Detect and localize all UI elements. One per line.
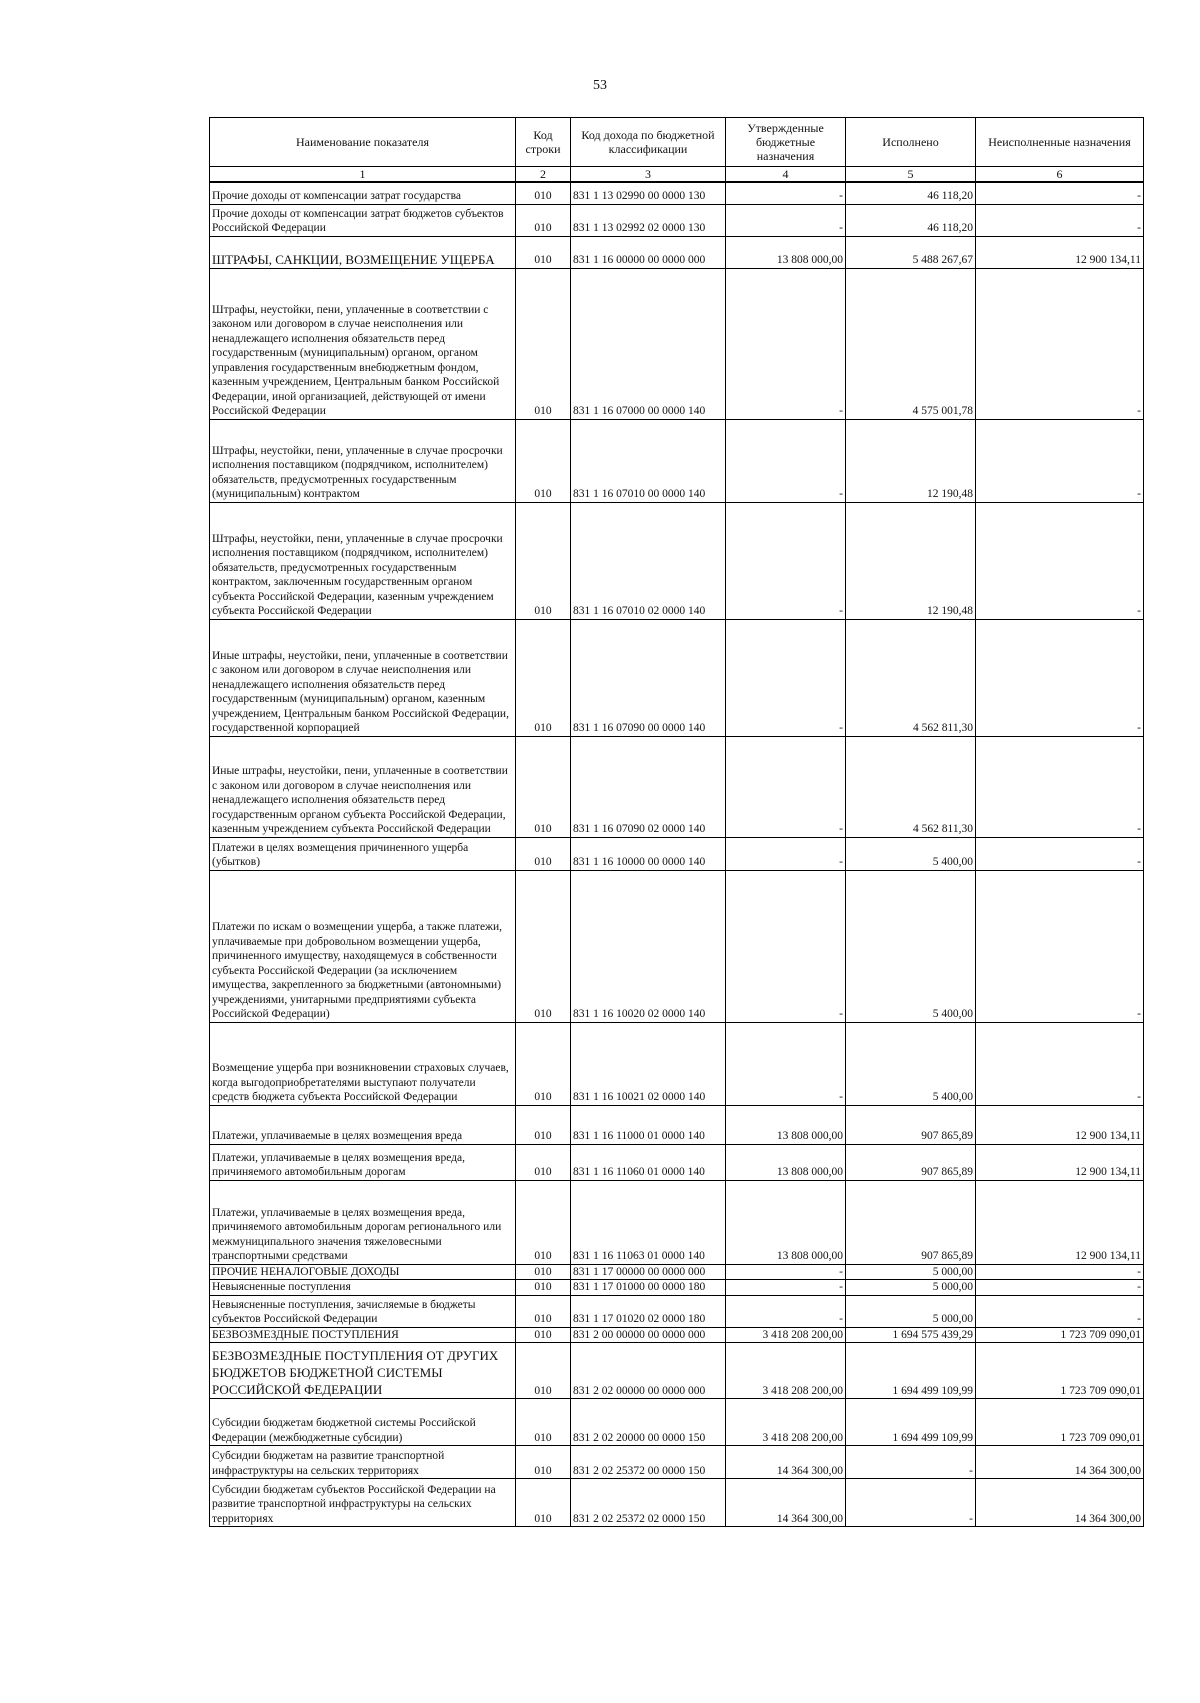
row-line-code: 010 — [516, 1105, 571, 1144]
table-row — [210, 182, 1144, 204]
row-approved: - — [726, 1295, 846, 1327]
row-kbk: 831 1 17 00000 00 0000 000 — [571, 1264, 726, 1280]
row-unexecuted: - — [976, 419, 1144, 502]
row-approved: 3 418 208 200,00 — [726, 1343, 846, 1399]
row-unexecuted: 12 900 134,11 — [976, 236, 1144, 268]
row-kbk: 831 1 16 07010 02 0000 140 — [571, 502, 726, 619]
row-name: БЕЗВОЗМЕЗДНЫЕ ПОСТУПЛЕНИЯ ОТ ДРУГИХ БЮДЖЕТОВ БЮДЖЕТНОЙ СИСТЕМЫ РОССИЙСКОЙ ФЕДЕРАЦИИ — [210, 1343, 516, 1399]
column-number: 6 — [976, 167, 1144, 183]
table-row — [210, 236, 1144, 268]
row-approved: 14 364 300,00 — [726, 1479, 846, 1527]
row-line-code: 010 — [516, 1446, 571, 1479]
row-line-code: 010 — [516, 268, 571, 419]
row-name: Платежи в целях возмещения причиненного ущерба (убытков) — [210, 837, 516, 870]
row-executed: 4 575 001,78 — [846, 268, 976, 419]
table-row — [210, 736, 1144, 837]
row-line-code: 010 — [516, 1479, 571, 1527]
header-row — [210, 118, 1144, 167]
row-line-code: 010 — [516, 502, 571, 619]
table-row — [210, 870, 1144, 1022]
row-executed: 5 000,00 — [846, 1295, 976, 1327]
row-kbk: 831 2 00 00000 00 0000 000 — [571, 1327, 726, 1343]
row-approved: - — [726, 182, 846, 204]
row-unexecuted: - — [976, 1264, 1144, 1280]
table-row — [210, 619, 1144, 736]
row-name: Субсидии бюджетам субъектов Российской Федерации на развитие транспортной инфраструктуры на сельских территориях — [210, 1479, 516, 1527]
row-name: ШТРАФЫ, САНКЦИИ, ВОЗМЕЩЕНИЕ УЩЕРБА — [210, 236, 516, 268]
table-row — [210, 502, 1144, 619]
header-approved: Утвержденные бюджетные назначения — [726, 118, 846, 167]
row-kbk: 831 1 16 07090 00 0000 140 — [571, 619, 726, 736]
row-executed: - — [846, 1479, 976, 1527]
row-executed: 5 400,00 — [846, 870, 976, 1022]
row-unexecuted: 14 364 300,00 — [976, 1446, 1144, 1479]
row-executed: 1 694 575 439,29 — [846, 1327, 976, 1343]
table-row — [210, 1295, 1144, 1327]
table-row — [210, 1399, 1144, 1446]
row-unexecuted: 14 364 300,00 — [976, 1479, 1144, 1527]
row-name: Прочие доходы от компенсации затрат бюджетов субъектов Российской Федерации — [210, 204, 516, 236]
row-executed: 907 865,89 — [846, 1180, 976, 1264]
row-executed: 5 000,00 — [846, 1280, 976, 1296]
row-line-code: 010 — [516, 619, 571, 736]
column-number: 5 — [846, 167, 976, 183]
row-unexecuted: - — [976, 1022, 1144, 1105]
row-line-code: 010 — [516, 1022, 571, 1105]
row-line-code: 010 — [516, 1343, 571, 1399]
header-name: Наименование показателя — [210, 118, 516, 167]
row-unexecuted: - — [976, 502, 1144, 619]
header-kbk: Код дохода по бюджетной классификации — [571, 118, 726, 167]
row-approved: - — [726, 870, 846, 1022]
row-kbk: 831 1 17 01000 00 0000 180 — [571, 1280, 726, 1296]
row-name: Платежи, уплачиваемые в целях возмещения вреда — [210, 1105, 516, 1144]
row-line-code: 010 — [516, 837, 571, 870]
row-name: БЕЗВОЗМЕЗДНЫЕ ПОСТУПЛЕНИЯ — [210, 1327, 516, 1343]
header-unexecuted: Неисполненные назначения — [976, 118, 1144, 167]
row-kbk: 831 1 13 02992 02 0000 130 — [571, 204, 726, 236]
row-kbk: 831 1 16 10021 02 0000 140 — [571, 1022, 726, 1105]
row-kbk: 831 1 16 07090 02 0000 140 — [571, 736, 726, 837]
row-line-code: 010 — [516, 1264, 571, 1280]
row-line-code: 010 — [516, 1180, 571, 1264]
table-row — [210, 1022, 1144, 1105]
column-number-row — [210, 167, 1144, 183]
row-executed: 12 190,48 — [846, 502, 976, 619]
row-approved: - — [726, 837, 846, 870]
row-approved: 13 808 000,00 — [726, 236, 846, 268]
row-unexecuted: - — [976, 837, 1144, 870]
row-name: Иные штрафы, неустойки, пени, уплаченные в соответствии с законом или договором в случае неисполнения или ненадлежащего исполнения обязательств перед государственным органом субъекта Российской Федерации, казенным учреждением субъекта Российской Федерации — [210, 736, 516, 837]
row-executed: 46 118,20 — [846, 204, 976, 236]
row-approved: 14 364 300,00 — [726, 1446, 846, 1479]
row-name: Иные штрафы, неустойки, пени, уплаченные в соответствии с законом или договором в случае неисполнения или ненадлежащего исполнения обязательств перед государственным (муниципальным) органом, казенным учреждением, Центральным банком Российской Федерации, государственной корпорацией — [210, 619, 516, 736]
table-row — [210, 1446, 1144, 1479]
row-kbk: 831 1 17 01020 02 0000 180 — [571, 1295, 726, 1327]
row-kbk: 831 2 02 25372 00 0000 150 — [571, 1446, 726, 1479]
row-unexecuted: - — [976, 870, 1144, 1022]
row-approved: 13 808 000,00 — [726, 1105, 846, 1144]
table-row — [210, 1144, 1144, 1180]
row-unexecuted: - — [976, 736, 1144, 837]
row-kbk: 831 1 16 07000 00 0000 140 — [571, 268, 726, 419]
row-line-code: 010 — [516, 1295, 571, 1327]
row-approved: - — [726, 736, 846, 837]
row-name: Платежи по искам о возмещении ущерба, а также платежи, уплачиваемые при добровольном возмещении ущерба, причиненного имуществу, находящемуся в собственности субъекта Российской Федерации (за исключением имущества, закрепленного за бюджетными (автономными) учреждениями, унитарными предприятиями субъекта Российской Федерации) — [210, 870, 516, 1022]
row-name: Штрафы, неустойки, пени, уплаченные в соответствии с законом или договором в случае неисполнения или ненадлежащего исполнения обязательств перед государственным (муниципальным) органом, органом управления государственным внебюджетным фондом, казенным учреждением, Центральным банком Российской Федерации, иной организацией, действующей от имени Российской Федерации — [210, 268, 516, 419]
column-number: 2 — [516, 167, 571, 183]
row-approved: 13 808 000,00 — [726, 1144, 846, 1180]
row-kbk: 831 1 16 10020 02 0000 140 — [571, 870, 726, 1022]
row-unexecuted: - — [976, 182, 1144, 204]
row-approved: - — [726, 204, 846, 236]
row-approved: 3 418 208 200,00 — [726, 1399, 846, 1446]
row-line-code: 010 — [516, 870, 571, 1022]
row-unexecuted: 12 900 134,11 — [976, 1105, 1144, 1144]
table-row — [210, 1327, 1144, 1343]
row-line-code: 010 — [516, 1144, 571, 1180]
row-executed: 12 190,48 — [846, 419, 976, 502]
row-kbk: 831 1 16 11063 01 0000 140 — [571, 1180, 726, 1264]
row-line-code: 010 — [516, 419, 571, 502]
row-executed: 1 694 499 109,99 — [846, 1399, 976, 1446]
row-line-code: 010 — [516, 204, 571, 236]
row-approved: - — [726, 268, 846, 419]
row-name: Штрафы, неустойки, пени, уплаченные в случае просрочки исполнения поставщиком (подрядчиком, исполнителем) обязательств, предусмотренных государственным контрактом, заключенным государственным органом субъекта Российской Федерации, казенным учреждением субъекта Российской Федерации — [210, 502, 516, 619]
row-unexecuted: - — [976, 619, 1144, 736]
row-line-code: 010 — [516, 1280, 571, 1296]
row-name: Субсидии бюджетам на развитие транспортной инфраструктуры на сельских территориях — [210, 1446, 516, 1479]
row-unexecuted: - — [976, 268, 1144, 419]
row-executed: 5 400,00 — [846, 837, 976, 870]
row-name: ПРОЧИЕ НЕНАЛОГОВЫЕ ДОХОДЫ — [210, 1264, 516, 1280]
row-executed: 907 865,89 — [846, 1105, 976, 1144]
row-kbk: 831 2 02 25372 02 0000 150 — [571, 1479, 726, 1527]
row-kbk: 831 1 13 02990 00 0000 130 — [571, 182, 726, 204]
row-unexecuted: - — [976, 1280, 1144, 1296]
row-unexecuted: - — [976, 204, 1144, 236]
table-row — [210, 1105, 1144, 1144]
page-number: 53 — [593, 78, 607, 93]
column-number: 1 — [210, 167, 516, 183]
row-kbk: 831 2 02 00000 00 0000 000 — [571, 1343, 726, 1399]
row-kbk: 831 1 16 07010 00 0000 140 — [571, 419, 726, 502]
row-unexecuted: 1 723 709 090,01 — [976, 1399, 1144, 1446]
row-name: Прочие доходы от компенсации затрат государства — [210, 182, 516, 204]
row-unexecuted: - — [976, 1295, 1144, 1327]
row-line-code: 010 — [516, 1399, 571, 1446]
row-approved: - — [726, 1264, 846, 1280]
row-approved: - — [726, 502, 846, 619]
column-number: 3 — [571, 167, 726, 183]
row-executed: 5 000,00 — [846, 1264, 976, 1280]
row-name: Платежи, уплачиваемые в целях возмещения вреда, причиняемого автомобильным дорогам регионального или межмуниципального значения тяжеловесными транспортными средствами — [210, 1180, 516, 1264]
row-executed: 907 865,89 — [846, 1144, 976, 1180]
row-approved: 13 808 000,00 — [726, 1180, 846, 1264]
row-name: Невыясненные поступления, зачисляемые в бюджеты субъектов Российской Федерации — [210, 1295, 516, 1327]
row-line-code: 010 — [516, 182, 571, 204]
table-row — [210, 1264, 1144, 1280]
row-kbk: 831 1 16 00000 00 0000 000 — [571, 236, 726, 268]
table-row — [210, 1180, 1144, 1264]
revenue-execution-table — [209, 117, 1144, 1527]
row-approved: - — [726, 1022, 846, 1105]
row-approved: 3 418 208 200,00 — [726, 1327, 846, 1343]
row-executed: 4 562 811,30 — [846, 736, 976, 837]
table-row — [210, 268, 1144, 419]
row-line-code: 010 — [516, 236, 571, 268]
row-line-code: 010 — [516, 1327, 571, 1343]
row-unexecuted: 1 723 709 090,01 — [976, 1343, 1144, 1399]
row-name: Невыясненные поступления — [210, 1280, 516, 1296]
row-executed: 5 488 267,67 — [846, 236, 976, 268]
table-row — [210, 1343, 1144, 1399]
column-number: 4 — [726, 167, 846, 183]
table-row — [210, 204, 1144, 236]
row-unexecuted: 12 900 134,11 — [976, 1180, 1144, 1264]
row-approved: - — [726, 619, 846, 736]
header-line-code: Код строки — [516, 118, 571, 167]
row-executed: - — [846, 1446, 976, 1479]
row-executed: 4 562 811,30 — [846, 619, 976, 736]
table-row — [210, 1479, 1144, 1527]
table-row — [210, 419, 1144, 502]
row-kbk: 831 1 16 10000 00 0000 140 — [571, 837, 726, 870]
header-executed: Исполнено — [846, 118, 976, 167]
row-kbk: 831 2 02 20000 00 0000 150 — [571, 1399, 726, 1446]
row-executed: 1 694 499 109,99 — [846, 1343, 976, 1399]
row-kbk: 831 1 16 11000 01 0000 140 — [571, 1105, 726, 1144]
row-unexecuted: 12 900 134,11 — [976, 1144, 1144, 1180]
table-row — [210, 1280, 1144, 1296]
row-name: Платежи, уплачиваемые в целях возмещения вреда, причиняемого автомобильным дорогам — [210, 1144, 516, 1180]
row-line-code: 010 — [516, 736, 571, 837]
row-name: Штрафы, неустойки, пени, уплаченные в случае просрочки исполнения поставщиком (подрядчиком, исполнителем) обязательств, предусмотренных государственным (муниципальным) контрактом — [210, 419, 516, 502]
row-kbk: 831 1 16 11060 01 0000 140 — [571, 1144, 726, 1180]
row-executed: 5 400,00 — [846, 1022, 976, 1105]
row-approved: - — [726, 419, 846, 502]
row-executed: 46 118,20 — [846, 182, 976, 204]
row-name: Возмещение ущерба при возникновении страховых случаев, когда выгодоприобретателями выступают получатели средств бюджета субъекта Российской Федерации — [210, 1022, 516, 1105]
row-approved: - — [726, 1280, 846, 1296]
table-row — [210, 837, 1144, 870]
row-unexecuted: 1 723 709 090,01 — [976, 1327, 1144, 1343]
row-name: Субсидии бюджетам бюджетной системы Российской Федерации (межбюджетные субсидии) — [210, 1399, 516, 1446]
